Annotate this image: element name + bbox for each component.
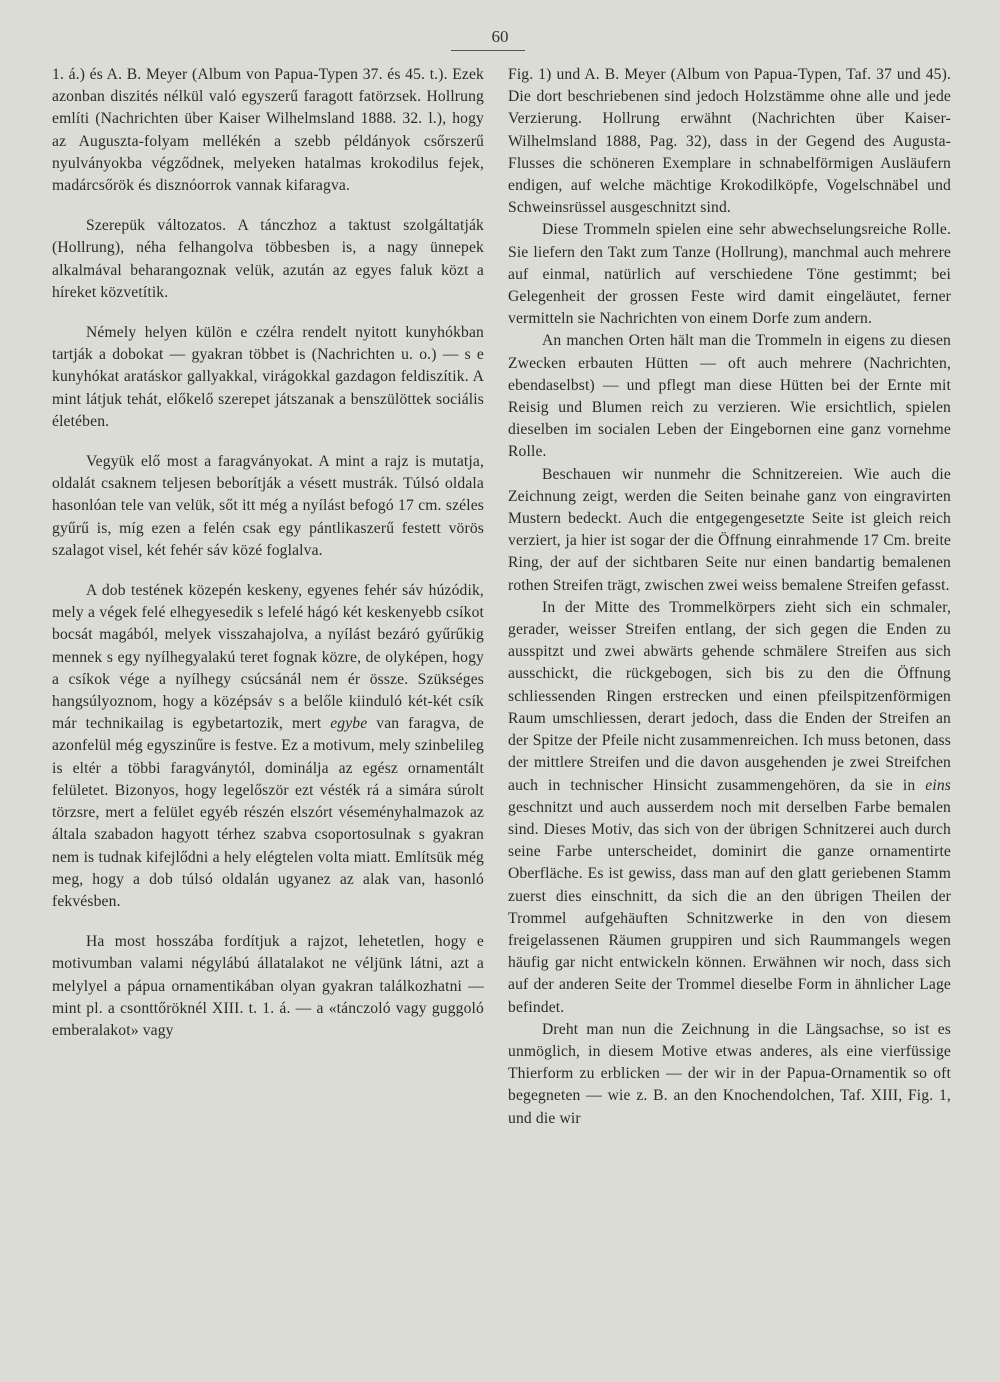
german-paragraph	[508, 464, 951, 597]
hungarian-emphasis: egybe	[330, 715, 368, 733]
german-text: In der Mitte des Trommelkörpers zieht sich ein schmaler, gerader, weisser Streifen entlang, der sich gegen die Enden zu ausspitzt und zwei abwärts gehende schmälere Streifen aus sich ausschickt, die rückgebogen, sich bis zu den die Öffnung schliessenden Ringen erstrecken und einen pfeilspitzenförmigen Raum umschliessen, derart jedoch, dass die Enden der Streifen an der Spitze der Pfeile nicht zusammenreichen. Ich muss betonen, dass der mittlere Streifen und die davon ausgehenden je zwei Streifchen auch in technischer Hinsicht zusammengehören, da sie in	[508, 598, 951, 794]
hungarian-text: Ha most hosszába fordítjuk a rajzot, lehetetlen, hogy e motivumban valami négylábú állatalakot ne véljünk látni, azt a melylyel a pápua ornamentikában olyan gyakran találkozhatni — mint pl. a csonttőröknél XIII. t. 1. á. — a «tánczoló vagy guggoló emberalakot» vagy	[52, 933, 484, 1039]
german-text: Beschauen wir nunmehr die Schnitzereien. Wie auch die Zeichnung zeigt, werden die Seiten beinahe ganz von eingravirten Mustern bedeckt. Auch die entgegengesetzte Seite ist gleich reich verziert, ja hier ist sogar der die Öffnung einrahmende 17 Cm. breite Ring, der auf der sichtbaren Seite nur einen bandartig bemalenen rothen Streifen trägt, zwischen zwei weiss bemalene Streifen gefasst.	[508, 465, 951, 594]
hungarian-text-column	[52, 64, 484, 1042]
hungarian-paragraph	[52, 580, 484, 913]
hungarian-text: A dob testének közepén keskeny, egyenes fehér sáv húzódik, mely a végek felé elhegyesedik s lefelé hágó két keskenyebb csíkot bocsát magából, melyek visszahajolva, a nyílást bezáró gyűrűkig mennek s egy nyílhegyalakú teret fognak közre, de olyképen, hogy a csíkok vége a nyílhegy csúcsánál nem ér össze. Szükséges hangsúlyoznom, hogy a középsáv s a belőle kiinduló két-két csík már technikailag is egybetartozik, mert	[52, 582, 484, 733]
german-text: geschnitzt und auch ausserdem noch mit derselben Farbe bemalen sind. Dieses Motiv, das sich von der übrigen Schnitzerei auch durch seine Farbe unterscheidet, dominirt die ganze ornamentirte Oberfläche. Es ist gewiss, dass man auf den glatt geriebenen Stamm zuerst dies einschnitt, da sich die an den übrigen Theilen der Trommel aufgehäuften Schnitzwerke in den von diesem freigelassenen Räumen gruppiren und sich Raummangels wegen häufig gar nicht entwickeln können. Erwähnen wir noch, dass sich auf der anderen Seite der Trommel dieselbe Form in ähnlicher Lage befindet.	[508, 798, 951, 1016]
german-emphasis: eins	[925, 776, 951, 794]
german-text-column	[508, 64, 951, 1130]
hungarian-text: 1. á.) és A. B. Meyer (Album von Papua-Typen 37. és 45. t.). Ezek azonban diszités nélkül való egyszerű faragott fatörzsek. Hollrung említi (Nachrichten über Kaiser Wilhelmsland 1888. 32. l.), hogy az Auguszta-folyam mellékén a szebb példányok csőrszerű nyulványokba végződnek, melyeken hatalmas krokodilus fejek, madárcsőrök és disznóorrok vannak kifaragva.	[52, 66, 484, 195]
hungarian-text: Szerepük változatos. A tánczhoz a taktust szolgáltatják (Hollrung), néha felhangolva többesben is, a nagy ünnepek alkalmával beharangoznak velük, azután az egyes faluk közt a híreket közvetítik.	[52, 217, 484, 301]
german-paragraph	[508, 597, 951, 1019]
hungarian-text: van faragva, de azonfelül még egyszinűre is festve. Ez a motivum, mely szinbelileg is eltér a többi faragványtól, dominálja az egész ornamentált felületet. Bizonyos, hogy legelőször ezt vésték rá a simára súrolt törzsre, mert a felület egyéb részén elszórt véseményhalmazok az általa szabadon hagyott térhez szabva csoportosulnak s gyakran nem is tudnak kifejlődni a hely elégtelen volta miatt. Említsük még meg, hogy a dob túlsó oldalán ugyanez az alak van, hasonló fekvésben.	[52, 715, 484, 910]
hungarian-paragraph	[52, 322, 484, 433]
german-text: Fig. 1) und A. B. Meyer (Album von Papua-Typen, Taf. 37 und 45). Die dort beschriebenen sind jedoch Holzstämme ohne alle und jede Verzierung. Hollrung erwähnt (Nachrichten über Kaiser-Wilhelmsland 1888, Pag. 32), dass in der Gegend des Augusta-Flusses die schöneren Exemplare in schnabelförmigen Ausläufern endigen, auf welche mächtige Krokodilköpfe, Vogelschnäbel und Schweinsrüssel ausgeschnitzt sind.	[508, 66, 951, 217]
hungarian-text: Vegyük elő most a faragványokat. A mint a rajz is mutatja, oldalát csaknem teljesen beborítják a vésett mustrák. Túlsó oldala hasonlóan tele van velük, sőt itt még a nyílást befogó 17 cm. széles gyűrű is, míg ezen a felén csak egy pántlikaszerű festett vörös szalagot visel, két fehér sáv közé foglalva.	[52, 453, 484, 559]
german-text: Dreht man nun die Zeichnung in die Längsachse, so ist es unmöglich, in diesem Motive etwas anderes, als eine vierfüssige Thierform zu erblicken — der wir in der Papua-Ornamentik so oft begegneten — wie z. B. an den Knochendolchen, Taf. XIII, Fig. 1, und die wir	[508, 1020, 951, 1127]
german-paragraph	[508, 64, 951, 219]
hungarian-paragraph	[52, 931, 484, 1042]
page-number: 60	[491, 27, 509, 46]
hungarian-paragraph	[52, 64, 484, 197]
german-paragraph	[508, 219, 951, 330]
page-number-rule	[451, 50, 525, 51]
hungarian-paragraph	[52, 215, 484, 304]
german-paragraph	[508, 1019, 951, 1130]
german-text: An manchen Orten hält man die Trommeln in eigens zu diesen Zwecken erbauten Hütten — oft auch mehrere (Nachrichten, ebendaselbst) — und pflegt man diese Hütten bei der Ernte mit Reisig und Blumen reich zu verzieren. Wie ersichtlich, spielen dieselben im socialen Leben der Eingebornen eine ganz vornehme Rolle.	[508, 332, 951, 461]
hungarian-paragraph	[52, 451, 484, 562]
german-paragraph	[508, 330, 951, 463]
german-text: Diese Trommeln spielen eine sehr abwechselungsreiche Rolle. Sie liefern den Takt zum Tanze (Hollrung), manchmal auch mehrere auf einmal, natürlich auf verschiedene Töne gestimmt; bei Gelegenheit der grossen Feste wird damit eingeläutet, ferner vermitteln sie Nachrichten von einem Dorfe zum andern.	[508, 221, 951, 328]
hungarian-text: Némely helyen külön e czélra rendelt nyitott kunyhókban tartják a dobokat — gyakran többet is (Nachrichten u. o.) — s e kunyhókat aratáskor gallyakkal, virágokkal gazdagon feldiszítik. A mint látjuk tehát, előkelő szerepet játszanak a benszülöttek sociális életében.	[52, 324, 484, 430]
